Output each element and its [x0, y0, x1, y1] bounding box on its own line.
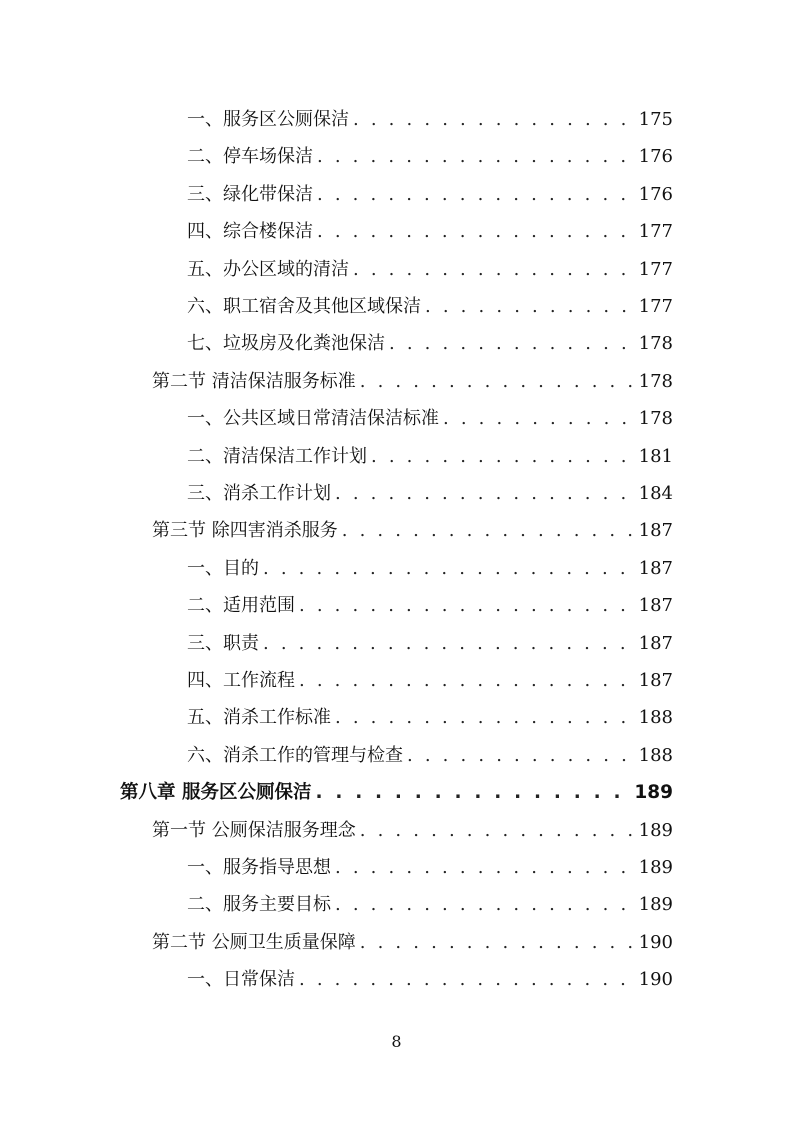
toc-entry-title: 第二节 清洁保洁服务标准: [152, 370, 356, 392]
toc-entry-title: 四、工作流程: [187, 670, 295, 691]
toc-section-entry[interactable]: [152, 928, 673, 958]
toc-item-entry[interactable]: [187, 890, 673, 920]
toc-item-entry[interactable]: [187, 329, 673, 359]
toc-item-entry[interactable]: [187, 404, 673, 434]
toc-entry-page: 187: [638, 520, 673, 542]
toc-entry-title: 二、服务主要目标: [187, 894, 331, 916]
toc-entry-page: 189: [634, 782, 673, 804]
dot-leader: [353, 105, 633, 135]
dot-leader: [353, 255, 633, 285]
toc-item-entry[interactable]: [187, 292, 673, 322]
toc-section-entry[interactable]: [152, 516, 673, 546]
toc-entry-title: 五、消杀工作标准: [187, 707, 331, 729]
toc-entry-title: 第二节 公厕卫生质量保障: [152, 931, 356, 953]
dot-leader: [263, 554, 633, 584]
toc-entry-page: 177: [638, 221, 673, 243]
toc-section-entry[interactable]: [152, 367, 673, 397]
toc-entry-page: 188: [638, 744, 673, 766]
toc-item-entry[interactable]: [187, 853, 673, 883]
toc-entry-title: 一、服务区公厕保洁: [187, 109, 349, 130]
toc-entry-title: 二、适用范围: [187, 595, 295, 617]
dot-leader: [335, 703, 633, 733]
toc-chapter-entry[interactable]: [120, 778, 673, 808]
toc-entry-page: 177: [638, 258, 673, 280]
dot-leader: [443, 404, 633, 434]
toc-section-entry[interactable]: [152, 816, 673, 846]
toc-item-entry[interactable]: [187, 629, 673, 659]
dot-leader: [299, 591, 633, 621]
toc-entry-page: 178: [638, 333, 673, 355]
toc-item-entry[interactable]: [187, 142, 673, 172]
dot-leader: [299, 965, 633, 995]
dot-leader: [371, 442, 633, 472]
dot-leader: [315, 778, 628, 808]
dot-leader: [335, 853, 633, 883]
toc-entry-page: 187: [638, 670, 673, 691]
dot-leader: [389, 329, 633, 359]
dot-leader: [317, 142, 633, 172]
toc-entry-page: 178: [638, 408, 673, 430]
toc-entry-page: 176: [638, 183, 673, 205]
toc-entry-page: 176: [638, 146, 673, 168]
toc-item-entry[interactable]: [187, 180, 673, 210]
toc-entry-page: 187: [638, 632, 673, 654]
toc-entry-title: 七、垃圾房及化粪池保洁: [187, 333, 385, 355]
dot-leader: [407, 741, 633, 771]
toc-item-entry[interactable]: [187, 105, 673, 135]
toc-entry-page: 190: [638, 969, 673, 991]
toc-entry-title: 第一节 公厕保洁服务理念: [152, 819, 356, 841]
toc-entry-title: 三、绿化带保洁: [187, 183, 313, 205]
toc-item-entry[interactable]: [187, 479, 673, 509]
toc-entry-title: 第八章 服务区公厕保洁: [120, 782, 312, 804]
toc-entry-title: 第三节 除四害消杀服务: [152, 520, 338, 542]
toc-entry-page: 189: [638, 894, 673, 916]
toc-entry-page: 177: [638, 296, 673, 317]
toc-entry-page: 175: [638, 109, 673, 130]
toc-item-entry[interactable]: [187, 965, 673, 995]
dot-leader: [335, 479, 633, 509]
toc-item-entry[interactable]: [187, 442, 673, 472]
toc-entry-title: 一、服务指导思想: [187, 857, 331, 878]
toc-entry-title: 二、清洁保洁工作计划: [187, 445, 367, 467]
toc-entry-page: 187: [638, 557, 673, 579]
toc-entry-page: 189: [638, 819, 673, 841]
toc-item-entry[interactable]: [187, 703, 673, 733]
toc-item-entry[interactable]: [187, 741, 673, 771]
toc-entry-page: 178: [638, 370, 673, 392]
dot-leader: [317, 180, 633, 210]
dot-leader: [360, 367, 633, 397]
toc-item-entry[interactable]: [187, 666, 673, 696]
toc-entry-page: 187: [638, 595, 673, 617]
toc-item-entry[interactable]: [187, 255, 673, 285]
toc-entry-title: 三、消杀工作计划: [187, 483, 331, 504]
toc-entry-page: 181: [638, 445, 673, 467]
toc-item-entry[interactable]: [187, 591, 673, 621]
toc-entry-title: 六、消杀工作的管理与检查: [187, 744, 403, 766]
toc-item-entry[interactable]: [187, 554, 673, 584]
dot-leader: [317, 217, 633, 247]
toc-entry-title: 四、综合楼保洁: [187, 221, 313, 243]
page-number: 8: [391, 1032, 402, 1051]
toc-entry-title: 三、职责: [187, 632, 259, 654]
toc-entry-page: 189: [638, 857, 673, 878]
dot-leader: [360, 928, 633, 958]
dot-leader: [342, 516, 633, 546]
dot-leader: [360, 816, 633, 846]
dot-leader: [335, 890, 633, 920]
dot-leader: [263, 629, 633, 659]
toc-item-entry[interactable]: [187, 217, 673, 247]
toc-entry-title: 一、目的: [187, 557, 259, 579]
toc-entry-title: 五、办公区域的清洁: [187, 258, 349, 280]
toc-entry-title: 六、职工宿舍及其他区域保洁: [187, 296, 421, 317]
toc-entry-page: 184: [638, 483, 673, 504]
toc-entry-title: 二、停车场保洁: [187, 146, 313, 168]
toc-entry-page: 190: [638, 931, 673, 953]
toc-entry-title: 一、日常保洁: [187, 969, 295, 991]
toc-entry-title: 一、公共区域日常清洁保洁标准: [187, 408, 439, 430]
toc-entry-page: 188: [638, 707, 673, 729]
dot-leader: [299, 666, 633, 696]
dot-leader: [425, 292, 633, 322]
